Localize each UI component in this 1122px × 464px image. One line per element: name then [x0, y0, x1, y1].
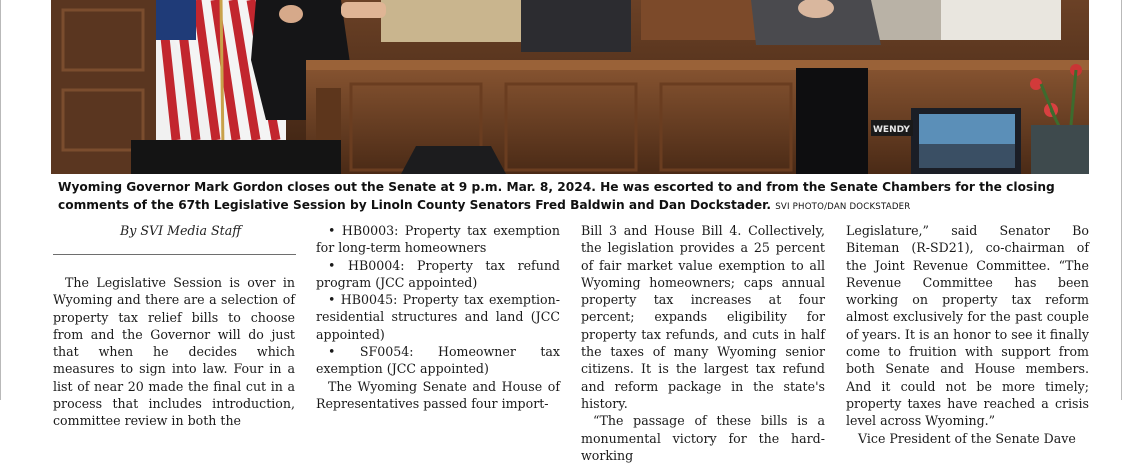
photo-credit: SVI PHOTO/DAN DOCKSTADER [775, 201, 911, 212]
bill-item-hb0004: • HB0004: Property tax refund program (JCC appointed) [316, 257, 560, 290]
article-column-3 [581, 222, 825, 464]
paragraph: “The passage of these bills is a monumental victory for the hard-working [581, 413, 825, 463]
article-column-2 [316, 222, 560, 412]
paragraph: Vice President of the Senate Dave [858, 430, 1076, 446]
paragraph: The Wyoming Senate and House of Representatives passed four import- [316, 378, 560, 411]
caption-text: Wyoming Governor Mark Gordon closes out the Senate at 9 p.m. Mar. 8, 2024. He was escorted to and from the Senate Chambers for the closing comments of the 67th Legislative Session by Linoln County Senators Fred Baldwin and Dan Dockstader. [58, 180, 1055, 212]
news-photo [51, 0, 1089, 174]
byline-rule [53, 254, 296, 255]
bill-item-sf0054: • SF0054: Homeowner tax exemption (JCC appointed) [316, 344, 560, 377]
page-edge-left [0, 0, 1, 400]
photo-caption [58, 179, 1088, 216]
article-column-4 [846, 222, 1089, 447]
bill-item-hb0003: • HB0003: Property tax exemption for long-term homeowners [316, 223, 560, 256]
paragraph: Legislature,” said Senator Bo Biteman (R-SD21), co-chairman of the Joint Revenue Committee. “The Revenue Committee has been working on property tax reform almost exclusively for the past couple of years. It is an honor to see it finally come to fruition with support from both Senate and House members. And it could not be more timely; property taxes have reached a crisis level across Wyoming.” [846, 223, 1089, 429]
paragraph: Bill 3 and House Bill 4. Collectively, the legislation provides a 25 percent of fair market value exemption to all Wyoming homeowners; caps annual property tax increases at four percent; expands eligibility for property tax refunds, and cuts in half the taxes of many Wyoming senior citizens. It is the largest tax refund and reform package in the state's history. [581, 223, 825, 411]
article-column-1 [53, 274, 295, 430]
byline: By SVI Media Staff [120, 223, 242, 238]
nameplate: WENDY [873, 125, 910, 135]
paragraph: The Legislative Session is over in Wyoming and there are a selection of property tax relief bills to choose from and the Governor will do just that when he decides which measures to sign into law. Four in a list of near 20 made the final cut in a process that includes introduction, committee review in both the [53, 275, 295, 429]
bill-item-hb0045: • HB0045: Property tax exemption-residential structures and land (JCC appointed) [316, 292, 560, 342]
